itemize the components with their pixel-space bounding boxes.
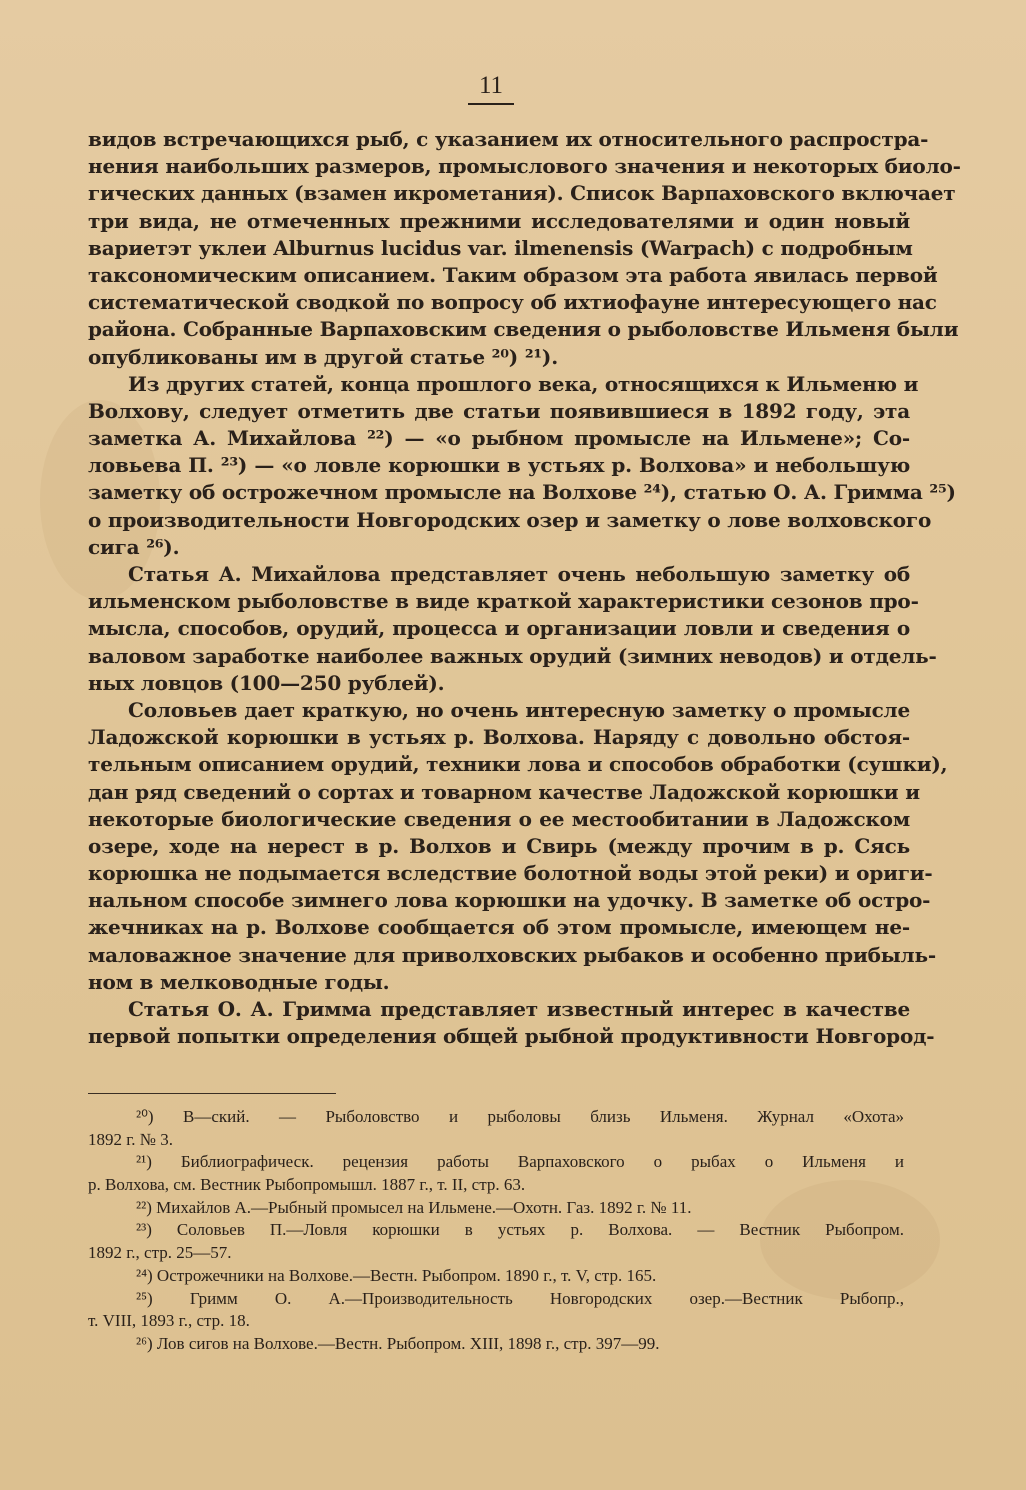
- footnote: [88, 1288, 904, 1333]
- footnotes: [88, 1106, 904, 1356]
- text-line: таксономическим описанием. Таким образом эта работа явилась первой: [88, 262, 938, 287]
- text-line: Статья О. А. Гримма представляет известный интерес в качестве: [128, 997, 910, 1021]
- text-line: нения наибольших размеров, промыслового значения и некоторых биоло-: [88, 154, 961, 179]
- footnote: [88, 1265, 904, 1288]
- paragraph: [88, 697, 948, 996]
- text-line: жечниках на р. Волхове сообщается об этом промысле, имеющем не-: [88, 915, 910, 940]
- text-line: мысла, способов, орудий, процесса и организации ловли и сведения о: [88, 616, 910, 641]
- footnote-line: ²⁴) Острожечники на Волхове.—Вестн. Рыбопром. 1890 г., т. V, стр. 165.: [136, 1265, 657, 1285]
- footnote-line: р. Волхова, см. Вестник Рыбопромышл. 1887 г., т. II, стр. 63.: [88, 1175, 526, 1195]
- text-line: три вида, не отмеченных прежними исследователями и один новый: [88, 208, 910, 233]
- text-line: систематической сводкой по вопросу об ихтиофауне интересующего нас: [88, 290, 937, 315]
- page-number: 11: [478, 72, 504, 99]
- text-line: гических данных (взамен икрометания). Список Варпаховского включает: [88, 181, 956, 206]
- text-line: видов встречающихся рыб, с указанием их относительного распростра-: [88, 127, 929, 151]
- text-line: ильменском рыболовстве в виде краткой характеристики сезонов про-: [88, 589, 919, 614]
- text-line: Статья А. Михайлова представляет очень небольшую заметку об: [128, 562, 910, 586]
- text-line: тельным описанием орудий, техники лова и способов обработки (сушки),: [88, 752, 948, 777]
- paragraph: [88, 561, 937, 697]
- body-text: [88, 126, 961, 1050]
- footnote-separator: [88, 1093, 336, 1094]
- text-line: района. Собранные Варпаховским сведения о рыболовстве Ильменя были: [88, 317, 959, 342]
- footnote-line: ²¹) Библиографическ. рецензия работы Варпаховского о рыбах о Ильменя и: [136, 1152, 904, 1172]
- footnote: [88, 1219, 904, 1264]
- text-line: валовом заработке наиболее важных орудий (зимних неводов) и отдель-: [88, 643, 937, 668]
- footnote-line: ²⁶) Лов сигов на Волхове.—Вестн. Рыбопром. XIII, 1898 г., стр. 397—99.: [136, 1333, 660, 1353]
- text-line: нальном способе зимнего лова корюшки на удочку. В заметке об остро-: [88, 888, 931, 913]
- footnote-line: ²²) Михайлов А.—Рыбный промысел на Ильмене.—Охотн. Газ. 1892 г. № 11.: [136, 1197, 692, 1217]
- text-line: вариетэт уклеи Alburnus lucidus var. ilmenensis (Warpach) с подробным: [88, 235, 913, 260]
- text-line: ных ловцов (100—250 рублей).: [88, 670, 445, 695]
- text-line: Из других статей, конца прошлого века, относящихся к Ильменю и: [128, 371, 919, 396]
- text-line: Ладожской корюшки в устьях р. Волхова. Наряду с довольно обстоя-: [88, 725, 910, 750]
- footnote: [88, 1106, 904, 1151]
- paragraph: [88, 126, 961, 371]
- paragraph: [88, 996, 935, 1050]
- footnote-line: 1892 г. № 3.: [88, 1129, 174, 1149]
- paragraph: [88, 371, 956, 561]
- text-line: Волхову, следует отметить две статьи появившиеся в 1892 году, эта: [88, 398, 910, 423]
- footnote-line: т. VIII, 1893 г., стр. 18.: [88, 1311, 250, 1331]
- text-line: заметку об острожечном промысле на Волхове ²⁴), статью О. А. Гримма ²⁵): [88, 480, 956, 505]
- footnote: [88, 1197, 904, 1220]
- text-line: сига ²⁶).: [88, 534, 180, 559]
- footnote: [88, 1151, 904, 1196]
- footnote: [88, 1333, 904, 1356]
- text-line: заметка А. Михайлова ²²) — «о рыбном промысле на Ильмене»; Со-: [88, 426, 910, 451]
- text-line: ном в мелководные годы.: [88, 969, 390, 994]
- page-number-underline: [468, 103, 514, 105]
- text-line: ловьева П. ²³) — «о ловле корюшки в устьях р. Волхова» и небольшую: [88, 453, 910, 478]
- text-line: о производительности Новгородских озер и заметку о лове волховского: [88, 507, 932, 532]
- footnote-line: ²⁵) Гримм О. А.—Производительность Новгородских озер.—Вестник Рыбопр.,: [136, 1288, 904, 1308]
- text-line: озере, ходе на нерест в р. Волхов и Свирь (между прочим в р. Сясь: [88, 833, 910, 858]
- text-line: опубликованы им в другой статье ²⁰) ²¹).: [88, 344, 558, 369]
- text-line: Соловьев дает краткую, но очень интересную заметку о промысле: [128, 697, 910, 722]
- footnote-line: ²⁰) В—ский. — Рыболовство и рыболовы близь Ильменя. Журнал «Охота»: [136, 1107, 904, 1126]
- footnote-line: ²³) Соловьев П.—Ловля корюшки в устьях р. Волхова. — Вестник Рыбопром.: [136, 1220, 904, 1240]
- text-line: дан ряд сведений о сортах и товарном качестве Ладожской корюшки и: [88, 779, 920, 804]
- footnote-line: 1892 г., стр. 25—57.: [88, 1243, 232, 1263]
- text-line: некоторые биологические сведения о ее местообитании в Ладожском: [88, 806, 910, 831]
- text-line: первой попытки определения общей рыбной продуктивности Новгород-: [88, 1024, 935, 1049]
- text-line: маловажное значение для приволховских рыбаков и особенно прибыль-: [88, 942, 936, 967]
- text-line: корюшка не подымается вследствие болотной воды этой реки) и ориги-: [88, 861, 933, 886]
